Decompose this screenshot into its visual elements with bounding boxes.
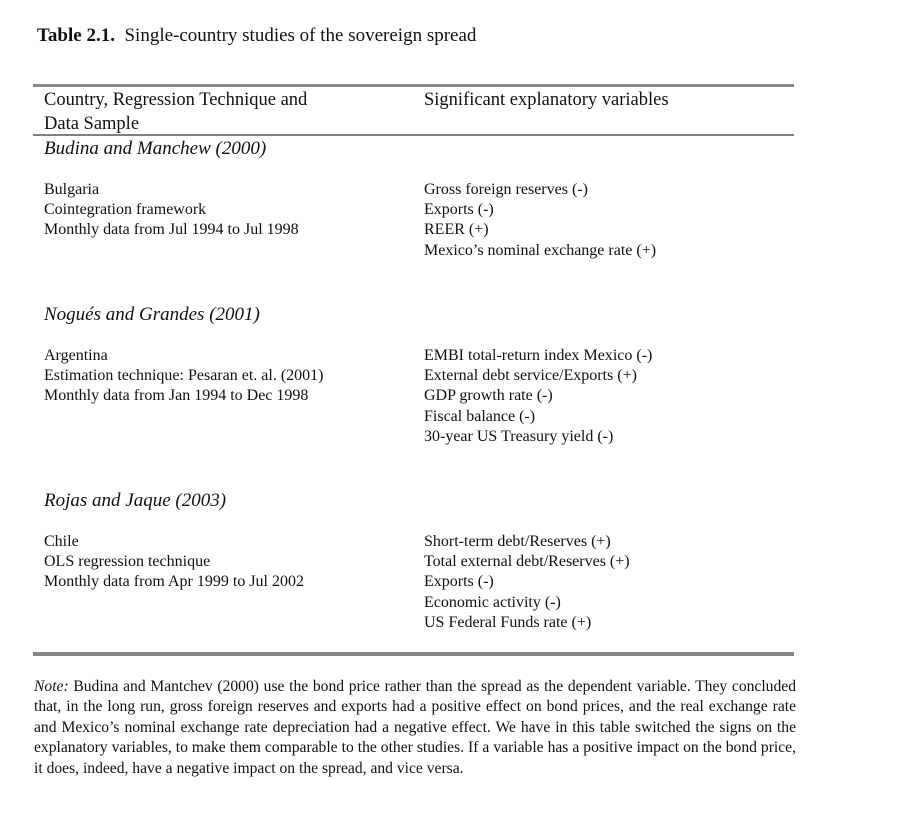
bottom-rule xyxy=(33,652,794,656)
variable-item: External debt service/Exports (+) xyxy=(424,367,637,385)
variable-item: Fiscal balance (-) xyxy=(424,407,536,425)
variable-item: Mexico’s nominal exchange rate (+) xyxy=(424,241,657,259)
study-technique: Estimation technique: Pesaran et. al. (2001) xyxy=(44,367,324,385)
study-details xyxy=(44,532,304,593)
study-variables xyxy=(424,180,656,261)
study-technique: Cointegration framework xyxy=(44,201,207,219)
column-header-country-line1: Country, Regression Technique and xyxy=(44,90,308,110)
table-title: Single-country studies of the sovereign spread xyxy=(124,25,477,46)
study-title: Nogués and Grandes (2001) xyxy=(44,304,260,325)
variable-item: EMBI total-return index Mexico (-) xyxy=(424,347,653,364)
variable-item: US Federal Funds rate (+) xyxy=(424,613,592,631)
study-country: Chile xyxy=(44,533,79,550)
study-title: Rojas and Jaque (2003) xyxy=(44,490,227,511)
study-technique: OLS regression technique xyxy=(44,553,211,571)
variable-item: 30-year US Treasury yield (-) xyxy=(424,427,614,445)
study-sample: Monthly data from Jan 1994 to Dec 1998 xyxy=(44,387,309,405)
header-rule xyxy=(33,134,794,136)
study-sample: Monthly data from Apr 1999 to Jul 2002 xyxy=(44,573,304,591)
variable-item: Short-term debt/Reserves (+) xyxy=(424,533,611,550)
study-details xyxy=(44,346,323,407)
study-country: Argentina xyxy=(44,347,108,364)
study-variables xyxy=(424,532,630,633)
variable-item: Exports (-) xyxy=(424,573,494,591)
column-header-country xyxy=(44,88,404,136)
column-header-variables: Significant explanatory variables xyxy=(424,90,669,110)
variable-item: Economic activity (-) xyxy=(424,593,561,611)
table-note xyxy=(34,677,796,779)
table-caption xyxy=(37,24,476,48)
table-number: Table 2.1. xyxy=(37,25,115,46)
study-variables xyxy=(424,346,652,447)
variable-item: GDP growth rate (-) xyxy=(424,387,553,405)
study-title: Budina and Manchew (2000) xyxy=(44,138,267,159)
column-header-country-line2: Data Sample xyxy=(44,114,140,134)
note-label: Note: xyxy=(34,678,69,695)
study-country: Bulgaria xyxy=(44,181,100,198)
top-rule xyxy=(33,84,794,87)
variable-item: Gross foreign reserves (-) xyxy=(424,181,588,198)
note-text: Budina and Mantchev (2000) use the bond price rather than the spread as the dependent variable. They concluded that, in the long run, gross foreign reserves and exports had a positive effect on bond prices, and the real exchange rate and Mexico’s nominal exchange rate depreciation had a negative effect. We have in this table switched the signs on the explanatory variables, to make them comparable to the other studies. If a variable has a positive impact on the bond price, it does, indeed, have a negative impact on the spread, and vice versa. xyxy=(34,678,796,777)
variable-item: Total external debt/Reserves (+) xyxy=(424,553,630,571)
variable-item: REER (+) xyxy=(424,221,489,239)
study-details xyxy=(44,180,299,241)
study-sample: Monthly data from Jul 1994 to Jul 1998 xyxy=(44,221,299,239)
variable-item: Exports (-) xyxy=(424,201,494,219)
